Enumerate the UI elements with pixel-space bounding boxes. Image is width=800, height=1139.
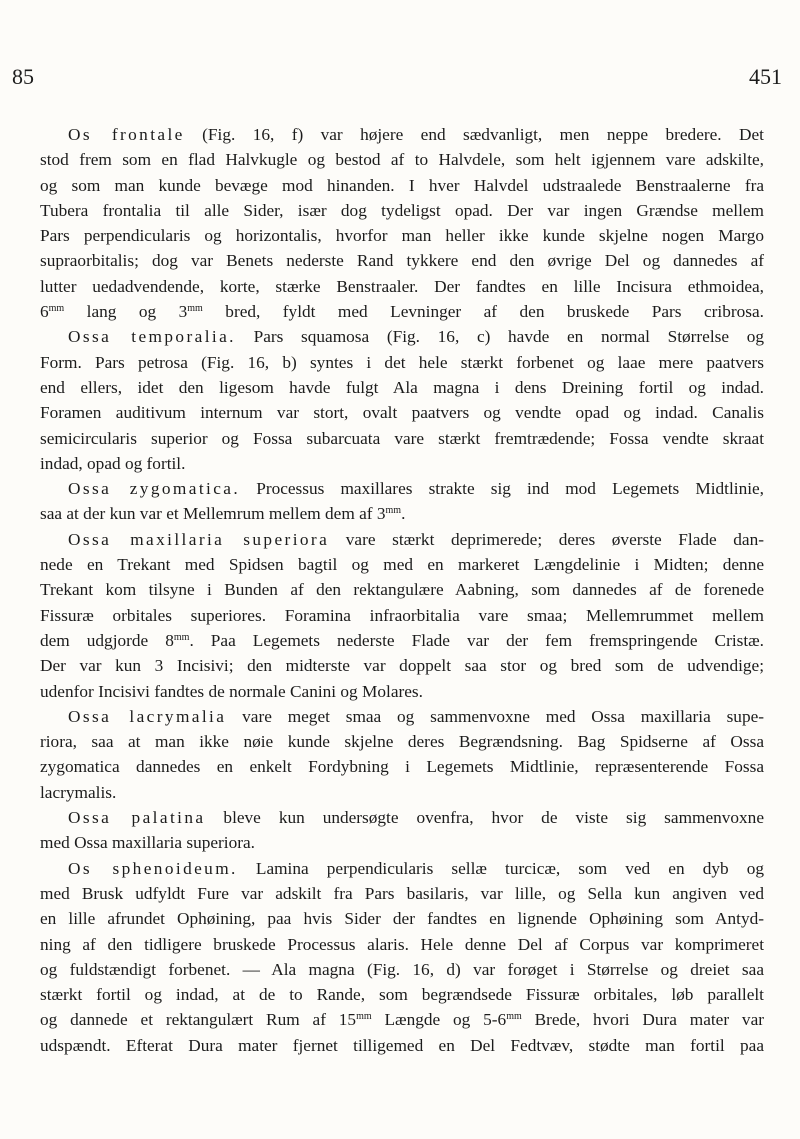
unit-superscript: mm bbox=[173, 631, 190, 643]
text-line bbox=[40, 830, 764, 855]
line-text: nede en Trekant med Spidsen bagtil og med en markeret Længdelinie i Midten; denne bbox=[40, 555, 764, 575]
line-text: indad, opad og fortil. bbox=[40, 453, 186, 473]
text-line bbox=[40, 350, 764, 375]
line-text: Der var kun 3 Incisivi; den midterste var doppelt saa stor og bred som de udvendige; bbox=[40, 656, 764, 676]
text-line bbox=[40, 577, 764, 602]
text-line bbox=[40, 223, 764, 248]
text-line bbox=[40, 805, 764, 830]
line-text: med Brusk udfyldt Fure var adskilt fra Pars basilaris, var lille, og Sella kun angiven ved bbox=[40, 883, 764, 903]
text-line bbox=[40, 906, 764, 931]
unit-superscript: mm bbox=[506, 1011, 522, 1023]
line-text: bred, fyldt med Levninger af den bruskede Pars cribrosa. bbox=[202, 302, 764, 322]
section-heading: Ossa temporalia. bbox=[68, 327, 236, 347]
line-text: dem udgjorde 8 bbox=[40, 630, 174, 650]
line-text: Lamina perpendicularis sellæ turcicæ, som ved en dyb og bbox=[237, 858, 764, 878]
unit-superscript: mm bbox=[187, 303, 203, 315]
text-line bbox=[40, 856, 764, 881]
line-text: og fuldstændigt forbenet. — Ala magna (Fig. 16, d) var forøget i Størrelse og dreiet saa bbox=[40, 959, 764, 979]
line-text: vare stærkt deprimerede; deres øverste Flade dan- bbox=[329, 529, 765, 549]
line-text: med Ossa maxillaria superiora. bbox=[40, 833, 255, 853]
text-line bbox=[40, 173, 764, 198]
text-line bbox=[40, 982, 764, 1007]
page-number-right: 451 bbox=[749, 64, 782, 89]
line-text: Form. Pars petrosa (Fig. 16, b) syntes i det hele stærkt forbenet og laae mere paatvers bbox=[40, 352, 764, 372]
unit-superscript: mm bbox=[385, 505, 402, 517]
line-text: (Fig. 16, f) var højere end sædvanligt, men neppe bredere. Det bbox=[184, 125, 764, 144]
section-heading: Os sphenoideum. bbox=[68, 858, 238, 878]
line-text: Tubera frontalia til alle Sider, især dog tydeligst opad. Der var ingen Grændse mellem bbox=[40, 200, 764, 220]
text-line bbox=[40, 122, 764, 147]
line-text: en lille afrundet Ophøining, paa hvis Sider der fandtes en lignende Ophøining som Antyd- bbox=[40, 909, 764, 929]
line-text: Foramen auditivum internum var stort, ovalt paatvers og vendte opad og indad. Canalis bbox=[40, 403, 764, 423]
line-text: saa at der kun var et Mellemrum mellem dem af 3 bbox=[40, 504, 386, 524]
line-text: og dannede et rektangulært Rum af 15 bbox=[40, 1010, 357, 1030]
line-text: end ellers, idet den ligesom havde fulgt Ala magna i dens Dreining fortil og indad. bbox=[40, 377, 764, 397]
text-line bbox=[40, 451, 764, 476]
unit-superscript: mm bbox=[356, 1011, 372, 1023]
line-text: semicircularis superior og Fossa subarcuata vare stærkt fremtrædende; Fossa vendte skraat bbox=[40, 428, 764, 448]
text-line bbox=[40, 754, 764, 779]
text-line bbox=[40, 476, 764, 501]
section-heading: Ossa palatina bbox=[68, 808, 206, 828]
section-heading: Ossa lacrymalia bbox=[68, 706, 227, 726]
line-text: bleve kun undersøgte ovenfra, hvor de viste sig sammenvoxne bbox=[205, 808, 764, 828]
line-text: supraorbitalis; dog var Benets nederste Rand tykkere end den øvrige Del og dannedes af bbox=[40, 251, 764, 271]
line-text: 6 bbox=[40, 302, 49, 322]
text-line bbox=[40, 679, 764, 704]
line-text: stærkt fortil og indad, at de to Rande, som begrændsede Fissuræ orbitales, løb parallelt bbox=[40, 985, 764, 1005]
text-line bbox=[40, 552, 764, 577]
line-text: udspændt. Efterat Dura mater fjernet tilligemed en Del Fedtvæv, stødte man fortil paa bbox=[40, 1035, 764, 1055]
line-text: Fissuræ orbitales superiores. Foramina infraorbitalia vare smaa; Mellemrummet mellem bbox=[40, 605, 764, 625]
line-text: . bbox=[401, 504, 406, 524]
text-line bbox=[40, 780, 764, 805]
line-text: Pars squamosa (Fig. 16, c) havde en normal Størrelse og bbox=[235, 327, 764, 347]
section-heading: Os frontale bbox=[68, 125, 185, 144]
line-text: Længde og 5-6 bbox=[371, 1010, 507, 1030]
text-line bbox=[40, 628, 764, 653]
text-line bbox=[40, 729, 764, 754]
unit-superscript: mm bbox=[48, 303, 65, 315]
text-line bbox=[40, 603, 764, 628]
text-line bbox=[40, 299, 764, 324]
text-line bbox=[40, 1033, 764, 1058]
line-text: Processus maxillares strakte sig ind mod Legemets Midtlinie, bbox=[240, 479, 764, 499]
text-line bbox=[40, 704, 764, 729]
line-text: . Paa Legemets nederste Flade var der fem fremspringende Cristæ. bbox=[189, 630, 765, 650]
text-line bbox=[40, 375, 764, 400]
text-line bbox=[40, 881, 764, 906]
line-text: udenfor Incisivi fandtes de normale Canini og Molares. bbox=[40, 681, 423, 701]
line-text: vare meget smaa og sammenvoxne med Ossa maxillaria supe- bbox=[226, 706, 765, 726]
line-text: lang og 3 bbox=[64, 302, 188, 322]
line-text: zygomatica dannedes en enkelt Fordybning i Legemets Midtlinie, repræsenterende Fossa bbox=[40, 757, 764, 777]
text-line bbox=[40, 147, 764, 172]
text-line bbox=[40, 198, 764, 223]
line-text: riora, saa at man ikke nøie kunde skjelne deres Begrændsning. Bag Spidserne af Ossa bbox=[40, 732, 764, 752]
text-line bbox=[40, 1007, 764, 1032]
text-line bbox=[40, 653, 764, 678]
text-line bbox=[40, 324, 764, 349]
section-heading: Ossa maxillaria superiora bbox=[68, 529, 330, 549]
line-text: ning af den tidligere bruskede Processus alaris. Hele denne Del af Corpus var komprimeret bbox=[40, 934, 764, 954]
text-line bbox=[40, 248, 764, 273]
line-text: og som man kunde bevæge mod hinanden. I hver Halvdel udstraalede Benstraalerne fra bbox=[40, 175, 764, 195]
page-number-left: 85 bbox=[12, 64, 34, 89]
text-line bbox=[40, 527, 764, 552]
text-line bbox=[40, 274, 764, 299]
text-line bbox=[40, 932, 764, 957]
line-text: Trekant kom tilsyne i Bunden af den rektangulære Aabning, som dannedes af de forenede bbox=[40, 580, 764, 600]
text-line bbox=[40, 501, 764, 526]
body-text bbox=[40, 122, 764, 1058]
line-text: stod frem som en flad Halvkugle og bestod af to Halvdele, som helt igjennem vare adskilte, bbox=[40, 150, 764, 170]
text-line bbox=[40, 426, 764, 451]
text-line bbox=[40, 957, 764, 982]
text-line bbox=[40, 400, 764, 425]
page-header bbox=[12, 64, 782, 94]
line-text: Brede, hvori Dura mater var bbox=[521, 1010, 765, 1030]
line-text: lutter uedadvendende, korte, stærke Benstraaler. Der fandtes en lille Incisura ethmoidea, bbox=[40, 276, 764, 296]
line-text: Pars perpendicularis og horizontalis, hvorfor man heller ikke kunde skjelne nogen Margo bbox=[40, 226, 764, 246]
section-heading: Ossa zygomatica. bbox=[68, 479, 241, 499]
line-text: lacrymalis. bbox=[40, 782, 117, 802]
